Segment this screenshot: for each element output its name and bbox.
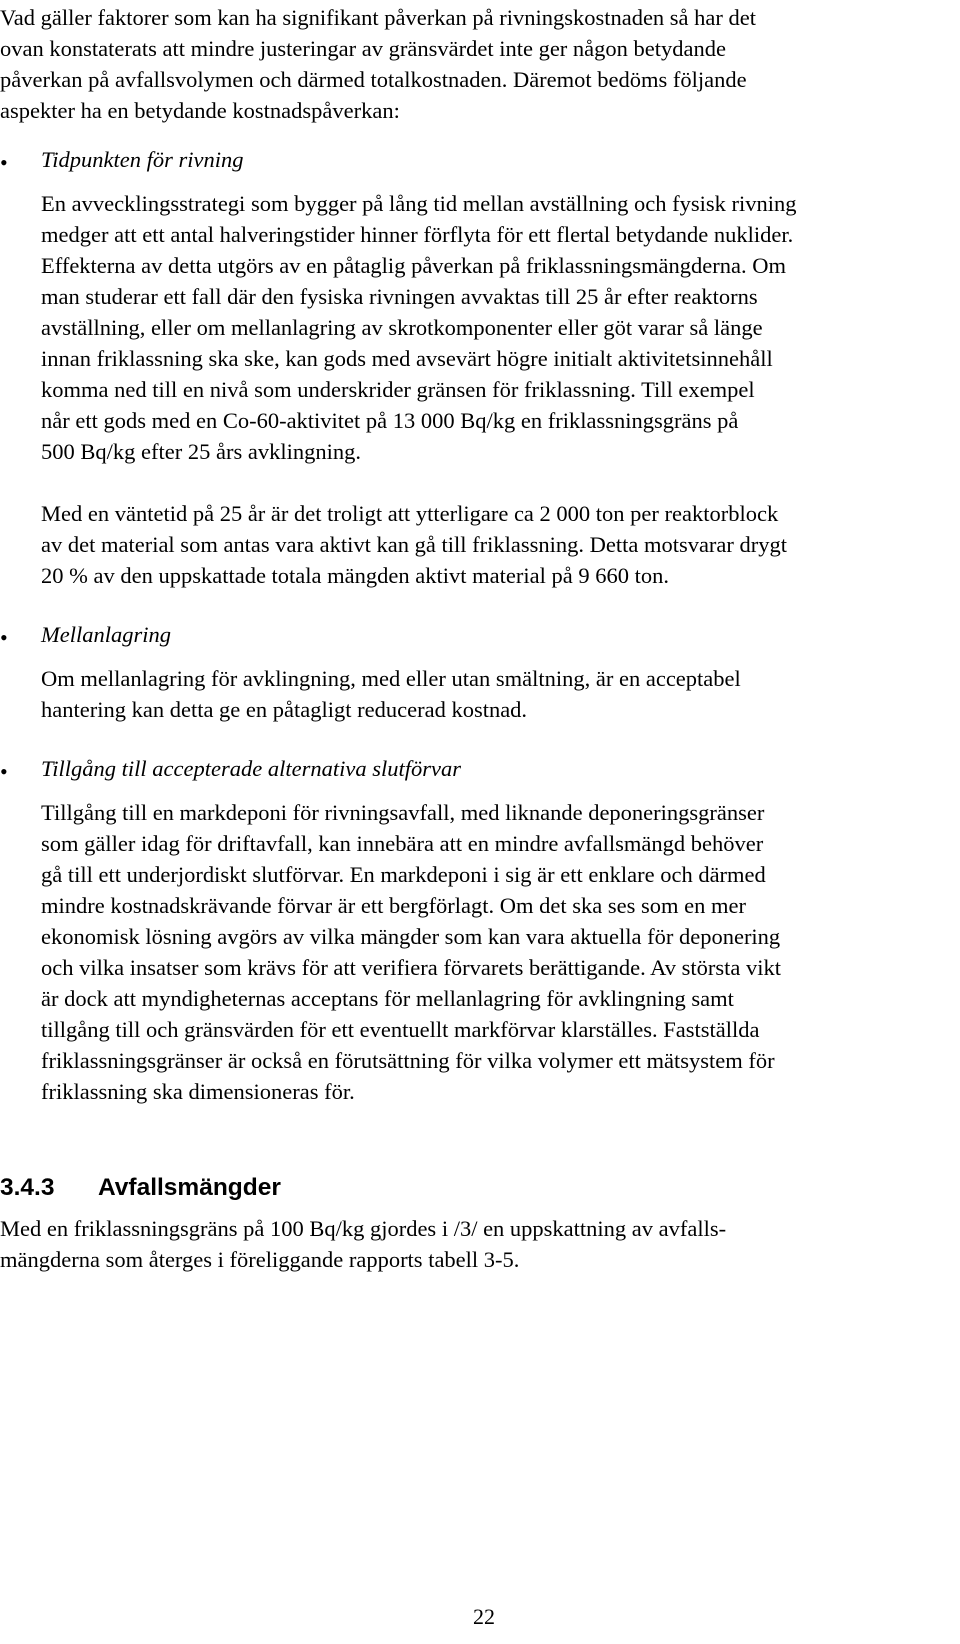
text-line: mängderna som återges i föreliggande rapports tabell 3-5. xyxy=(0,1247,520,1272)
text-line: man studerar ett fall där den fysiska rivningen avvaktas till 25 år efter reaktorns xyxy=(41,284,758,309)
text-line: och vilka insatser som krävs för att verifiera förvarets berättigande. Av största vikt xyxy=(41,955,781,980)
page-number: 22 xyxy=(473,1604,495,1629)
bullet-paragraph xyxy=(41,498,956,591)
text-line: Vad gäller faktorer som kan ha signifikant påverkan på rivningskostnaden så har det xyxy=(0,5,757,30)
text-line: ekonomisk lösning avgörs av vilka mängder som kan vara aktuella för deponering xyxy=(41,924,781,949)
text-line: Tillgång till en markdeponi för rivningsavfall, med liknande deponeringsgränser xyxy=(41,800,765,825)
text-line: hantering kan detta ge en påtagligt reducerad kostnad. xyxy=(41,697,528,722)
text-line: av det material som antas vara aktivt kan gå till friklassning. Detta motsvarar drygt xyxy=(41,532,788,557)
text-line: når ett gods med en Co-60-aktivitet på 13 000 Bq/kg en friklassningsgräns på xyxy=(41,408,739,433)
intro-paragraph xyxy=(0,2,950,126)
text-line: komma ned till en nivå som underskrider gränsen för friklassning. Till exempel xyxy=(41,377,755,402)
bullet-title: Tillgång till accepterade alternativa slutförvar xyxy=(41,756,461,781)
text-line: mindre kostnadskrävande förvar är ett bergförlagt. Om det ska ses som en mer xyxy=(41,893,746,918)
text-line: avställning, eller om mellanlagring av skrotkomponenter eller göt varar så länge xyxy=(41,315,763,340)
section-title: Avfallsmängder xyxy=(98,1174,281,1201)
bullet-marker: • xyxy=(0,150,8,175)
text-line: aspekter ha en betydande kostnadspåverkan: xyxy=(0,98,400,123)
text-line: är dock att myndigheternas acceptans för mellanlagring för avklingning samt xyxy=(41,986,734,1011)
section-heading xyxy=(0,1172,281,1203)
bullet-title: Tidpunkten för rivning xyxy=(41,147,244,172)
text-line: tillgång till och gränsvärden för ett eventuellt markförvar klarställes. Fastställda xyxy=(41,1017,760,1042)
bullet-paragraph xyxy=(41,188,956,467)
text-line: Effekterna av detta utgörs av en påtaglig påverkan på friklassningsmängderna. Om xyxy=(41,253,786,278)
bullet-marker: • xyxy=(0,759,8,784)
bullet-marker: • xyxy=(0,625,8,650)
bullet-paragraph xyxy=(41,663,956,725)
text-line: 500 Bq/kg efter 25 års avklingning. xyxy=(41,439,361,464)
text-line: ovan konstaterats att mindre justeringar av gränsvärdet inte ger någon betydande xyxy=(0,36,726,61)
text-line: Om mellanlagring för avklingning, med eller utan smältning, är en acceptabel xyxy=(41,666,741,691)
text-line: Med en friklassningsgräns på 100 Bq/kg gjordes i /3/ en uppskattning av avfalls- xyxy=(0,1216,727,1241)
text-line: påverkan på avfallsvolymen och därmed totalkostnaden. Däremot bedöms följande xyxy=(0,67,747,92)
bullet-title: Mellanlagring xyxy=(41,622,171,647)
text-line: Med en väntetid på 25 år är det troligt att ytterligare ca 2 000 ton per reaktorblock xyxy=(41,501,779,526)
text-line: En avvecklingsstrategi som bygger på lång tid mellan avställning och fysisk rivning xyxy=(41,191,797,216)
text-line: innan friklassning ska ske, kan gods med avsevärt högre initialt aktivitetsinnehåll xyxy=(41,346,773,371)
section-number: 3.4.3 xyxy=(0,1174,55,1201)
text-line: friklassning ska dimensioneras för. xyxy=(41,1079,355,1104)
bullet-paragraph xyxy=(41,797,956,1107)
text-line: som gäller idag för driftavfall, kan innebära att en mindre avfallsmängd behöver xyxy=(41,831,764,856)
closing-paragraph xyxy=(0,1213,950,1275)
text-line: friklassningsgränser är också en förutsättning för vilka volymer ett mätsystem för xyxy=(41,1048,775,1073)
text-line: 20 % av den uppskattade totala mängden aktivt material på 9 660 ton. xyxy=(41,563,669,588)
text-line: gå till ett underjordiskt slutförvar. En markdeponi i sig är ett enklare och därmed xyxy=(41,862,766,887)
text-line: medger att ett antal halveringstider hinner förflyta för ett flertal betydande nuklider. xyxy=(41,222,794,247)
